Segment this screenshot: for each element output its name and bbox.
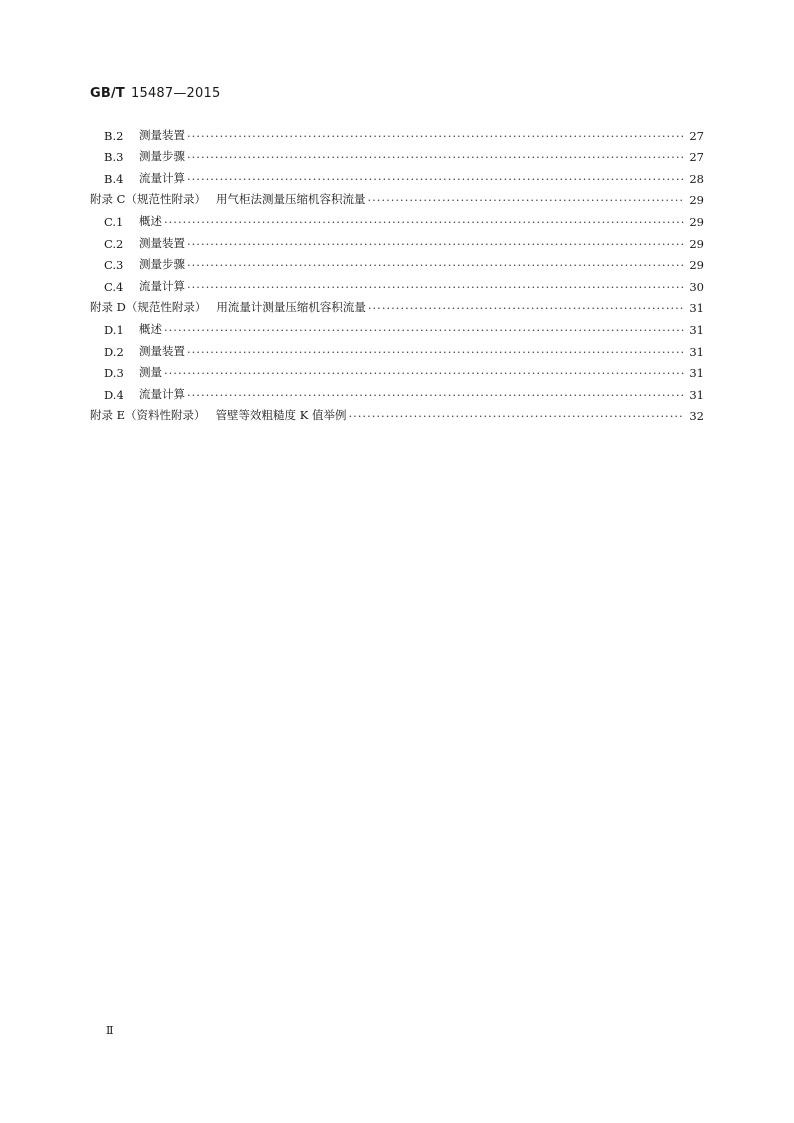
toc-entry-number: C.2 — [104, 236, 124, 251]
page-header — [90, 86, 220, 101]
toc-entry-page: 32 — [689, 409, 704, 424]
toc-entry-number: C.4 — [104, 279, 124, 294]
toc-entry-number: 附录 C（规范性附录） — [90, 192, 206, 207]
toc-leader-dots — [187, 129, 684, 143]
toc-entry-title: 测量装置 — [139, 127, 185, 142]
toc-entry-title: 流量计算 — [139, 278, 185, 293]
toc-entry[interactable] — [90, 337, 704, 359]
toc-leader-dots — [187, 172, 684, 186]
toc-entry-title: 概述 — [139, 321, 162, 336]
toc-entry-number: B.2 — [104, 128, 124, 143]
toc-leader-dots — [164, 366, 684, 380]
toc-leader-dots — [187, 150, 684, 164]
toc-leader-dots — [348, 409, 684, 423]
toc-entry-title: 测量步骤 — [139, 257, 185, 272]
toc-entry-number: D.3 — [104, 366, 124, 381]
toc-entry-title: 流量计算 — [139, 386, 185, 401]
toc-entry-page: 31 — [689, 344, 704, 359]
toc-entry-title: 用流量计测量压缩机容积流量 — [216, 300, 366, 315]
toc-entry[interactable] — [90, 315, 704, 337]
toc-entry[interactable] — [90, 294, 704, 316]
toc-entry-number: D.1 — [104, 322, 124, 337]
toc-leader-dots — [164, 215, 684, 229]
table-of-contents — [90, 121, 704, 423]
toc-entry-title: 管壁等效粗糙度 K 值举例 — [215, 408, 347, 423]
toc-entry-page: 31 — [689, 387, 704, 402]
toc-leader-dots — [187, 280, 684, 294]
toc-entry[interactable] — [90, 359, 704, 381]
toc-entry-title: 用气柜法测量压缩机容积流量 — [215, 192, 366, 207]
toc-leader-dots — [187, 237, 684, 251]
toc-leader-dots — [164, 323, 684, 337]
toc-entry-number: 附录 E（资料性附录） — [90, 408, 206, 423]
toc-entry-page: 29 — [689, 236, 704, 251]
standard-number: 15487—2015 — [131, 86, 221, 101]
toc-leader-dots — [367, 193, 684, 207]
toc-entry-number: B.4 — [104, 171, 124, 186]
page-folio: Ⅱ — [106, 1024, 114, 1037]
toc-entry-number: C.3 — [104, 258, 124, 273]
toc-entry-page: 30 — [689, 279, 704, 294]
toc-leader-dots — [368, 301, 684, 315]
toc-entry-number: C.1 — [104, 214, 124, 229]
toc-entry-page: 31 — [689, 301, 704, 316]
toc-entry-number: D.2 — [104, 344, 124, 359]
standard-prefix: GB/T — [90, 86, 125, 101]
toc-entry[interactable] — [90, 207, 704, 229]
toc-entry-page: 31 — [689, 322, 704, 337]
toc-entry-page: 29 — [689, 193, 704, 208]
toc-entry-page: 31 — [689, 366, 704, 381]
toc-entry[interactable] — [90, 229, 704, 251]
toc-leader-dots — [187, 388, 684, 402]
toc-entry[interactable] — [90, 164, 704, 186]
toc-entry-page: 29 — [689, 214, 704, 229]
toc-entry-title: 测量装置 — [139, 235, 185, 250]
toc-entry[interactable] — [90, 272, 704, 294]
toc-entry-page: 28 — [689, 171, 704, 186]
toc-entry[interactable] — [90, 251, 704, 273]
toc-leader-dots — [187, 345, 684, 359]
toc-entry-title: 测量 — [139, 365, 162, 380]
toc-entry[interactable] — [90, 402, 704, 424]
toc-entry[interactable] — [90, 380, 704, 402]
toc-leader-dots — [187, 258, 684, 272]
toc-entry-title: 概述 — [139, 213, 162, 228]
toc-entry[interactable] — [90, 186, 704, 208]
toc-entry-title: 测量装置 — [139, 343, 185, 358]
toc-entry-page: 27 — [689, 128, 704, 143]
toc-entry-title: 流量计算 — [139, 170, 185, 185]
toc-entry-page: 27 — [689, 150, 704, 165]
toc-entry-page: 29 — [689, 258, 704, 273]
toc-entry[interactable] — [90, 143, 704, 165]
toc-entry-number: D.4 — [104, 387, 124, 402]
toc-entry[interactable] — [90, 121, 704, 143]
toc-entry-number: 附录 D（规范性附录） — [90, 300, 207, 315]
toc-entry-title: 测量步骤 — [139, 149, 185, 164]
toc-entry-number: B.3 — [104, 150, 124, 165]
